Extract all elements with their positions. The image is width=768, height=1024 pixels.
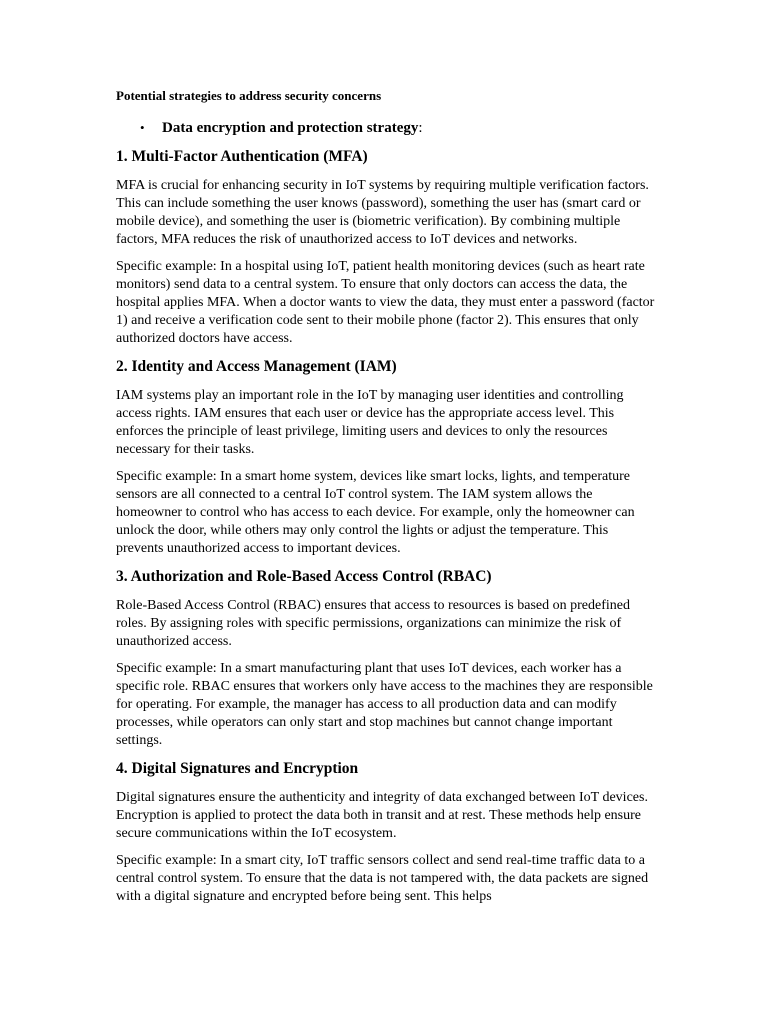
section-iam [116,357,656,558]
section-mfa [116,147,656,348]
section-heading: 3. Authorization and Role-Based Access Control (RBAC) [116,568,492,585]
section-rbac [116,567,656,750]
section-heading: 2. Identity and Access Management (IAM) [116,358,397,375]
section-digital-signatures [116,759,656,906]
section-paragraph: Role-Based Access Control (RBAC) ensures that access to resources is based on predefined roles. By assigning roles with specific permissions, organizations can minimize the risk of unauthorized access. [116,598,630,649]
section-paragraph: Digital signatures ensure the authenticity and integrity of data exchanged between IoT devices. Encryption is applied to protect the data both in transit and at rest. These methods help ensure secure communications within the IoT ecosystem. [116,790,648,841]
section-heading: 4. Digital Signatures and Encryption [116,760,359,777]
section-heading: 1. Multi-Factor Authentication (MFA) [116,148,368,165]
bullet-suffix: : [418,120,423,136]
section-example-paragraph: Specific example: In a smart city, IoT traffic sensors collect and send real-time traffic data to a central control system. To ensure that the data is not tampered with, the data packets are signed with a digital signature and encrypted before being sent. This helps [116,853,649,904]
document-title: Potential strategies to address security concerns [116,88,382,103]
section-paragraph: IAM systems play an important role in the IoT by managing user identities and controlling access rights. IAM ensures that each user or device has the appropriate access level. This enforces the principle of least privilege, limiting users and devices to only the resources necessary for their tasks. [116,388,624,457]
section-example-paragraph: Specific example: In a smart manufacturing plant that uses IoT devices, each worker has a specific role. RBAC ensures that workers only have access to the machines they are responsible for operating. For example, the manager has access to all production data and can modify processes, while operators can only start and stop machines but cannot change important settings. [116,661,653,748]
bullet-text: Data encryption and protection strategy [162,120,419,136]
section-example-paragraph: Specific example: In a hospital using IoT, patient health monitoring devices (such as heart rate monitors) send data to a central system. To ensure that only doctors can access the data, the hospital applies MFA. When a doctor wants to view the data, they must enter a password (factor 1) and receive a verification code sent to their mobile phone (factor 2). This ensures that only authorized doctors have access. [116,259,655,346]
section-paragraph: MFA is crucial for enhancing security in IoT systems by requiring multiple verification factors. This can include something the user knows (password), something the user has (smart card or mobile device), and something the user is (biometric verification). By combining multiple factors, MFA reduces the risk of unauthorized access to IoT devices and networks. [116,178,649,247]
bullet-icon: • [140,120,145,135]
document-page [116,86,656,915]
section-example-paragraph: Specific example: In a smart home system, devices like smart locks, lights, and temperature sensors are all connected to a central IoT control system. The IAM system allows the homeowner to control who has access to each device. For example, only the homeowner can unlock the door, while others may only control the lights or adjust the temperature. This prevents unauthorized access to important devices. [116,469,635,556]
strategy-bullet [116,118,656,138]
